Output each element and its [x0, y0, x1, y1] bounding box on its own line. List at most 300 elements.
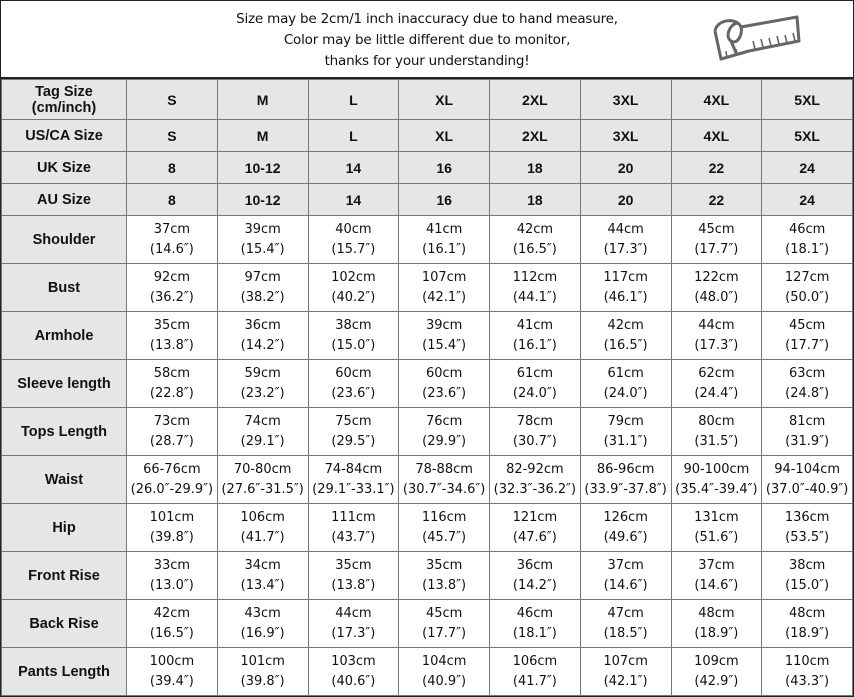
- inch-value: (30.7″): [512, 433, 557, 449]
- measurement-cell: [490, 600, 581, 648]
- cm-value: 44cm: [607, 221, 644, 237]
- notice-line: thanks for your understanding!: [324, 53, 530, 69]
- measurement-cell: [580, 600, 671, 648]
- measurement-cell: [217, 408, 308, 456]
- inch-value: (17.7″): [694, 241, 739, 257]
- inch-value: (16.1″): [512, 337, 557, 353]
- inch-value: (42.9″): [694, 673, 739, 689]
- cm-value: 80cm: [698, 413, 735, 429]
- measurement-cell: [580, 312, 671, 360]
- measurement-cell: [580, 216, 671, 264]
- measurement-cell: [127, 360, 218, 408]
- measurement-cell: [399, 408, 490, 456]
- measurement-cell: [127, 504, 218, 552]
- cm-value: 40cm: [335, 221, 372, 237]
- cm-value: 76cm: [425, 413, 463, 429]
- cm-value: 42cm: [516, 221, 554, 237]
- measurement-cell: [217, 360, 308, 408]
- inch-value: (16.5″): [149, 625, 194, 641]
- size-cell: 24: [762, 152, 853, 184]
- size-cell: S: [127, 120, 218, 152]
- measurement-cell: [217, 504, 308, 552]
- measurement-row: [2, 552, 853, 600]
- measurement-cell: [762, 504, 853, 552]
- row-label: Pants Length: [2, 648, 127, 696]
- cm-value: 45cm: [698, 221, 735, 237]
- inch-value: (26.0″-29.9″): [130, 481, 214, 497]
- inch-value: (14.2″): [240, 337, 285, 353]
- cm-value: 79cm: [607, 413, 644, 429]
- measurement-cell: [762, 360, 853, 408]
- measurement-cell: [490, 216, 581, 264]
- cm-value: 41cm: [516, 317, 554, 333]
- cm-value: 81cm: [788, 413, 826, 429]
- inch-value: (46.1″): [603, 289, 648, 305]
- inch-value: (16.9″): [240, 625, 285, 641]
- cm-value: 37cm: [698, 557, 735, 573]
- cm-value: 112cm: [512, 269, 558, 285]
- cm-value: 73cm: [153, 413, 191, 429]
- row-label: Shoulder: [2, 216, 127, 264]
- cm-value: 66-76cm: [143, 461, 201, 477]
- inch-value: (17.3″): [331, 625, 376, 641]
- row-label-line: (cm/inch): [31, 99, 97, 116]
- inch-value: (31.9″): [785, 433, 830, 449]
- inch-value: (39.8″): [149, 529, 194, 545]
- cm-value: 43cm: [244, 605, 281, 621]
- cm-value: 75cm: [335, 413, 372, 429]
- inch-value: (41.7″): [512, 673, 557, 689]
- measurement-cell: [399, 648, 490, 696]
- inch-value: (42.1″): [422, 289, 467, 305]
- cm-value: 35cm: [335, 557, 372, 573]
- measurement-cell: [671, 504, 762, 552]
- row-label: Bust: [2, 264, 127, 312]
- inch-value: (27.6″-31.5″): [221, 481, 304, 497]
- measurement-cell: [127, 408, 218, 456]
- inch-value: (43.3″): [785, 673, 830, 689]
- cm-value: 94-104cm: [774, 461, 841, 477]
- measurement-cell: [308, 456, 399, 504]
- measurement-cell: [127, 600, 218, 648]
- cm-value: 86-96cm: [596, 461, 655, 477]
- inch-value: (50.0″): [785, 289, 830, 305]
- cm-value: 61cm: [516, 365, 554, 381]
- inch-value: (39.8″): [240, 673, 285, 689]
- measurement-cell: [490, 312, 581, 360]
- cm-value: 35cm: [425, 557, 463, 573]
- measurement-cell: [217, 600, 308, 648]
- size-cell: 8: [127, 184, 218, 216]
- cm-value: 36cm: [244, 317, 281, 333]
- size-cell: XL: [399, 80, 490, 120]
- measurement-cell: [490, 504, 581, 552]
- inch-value: (37.0″-40.9″): [765, 481, 849, 497]
- measurement-cell: [399, 312, 490, 360]
- measurement-cell: [671, 408, 762, 456]
- cm-value: 39cm: [244, 221, 281, 237]
- cm-value: 44cm: [698, 317, 735, 333]
- inch-value: (18.5″): [603, 625, 648, 641]
- cm-value: 101cm: [240, 653, 285, 669]
- inch-value: (17.3″): [694, 337, 739, 353]
- cm-value: 106cm: [512, 653, 558, 669]
- notice-line: Size may be 2cm/1 inch inaccuracy due to hand measure,: [236, 11, 618, 27]
- inch-value: (16.5″): [512, 241, 557, 257]
- inch-value: (15.0″): [785, 577, 830, 593]
- cm-value: 58cm: [153, 365, 191, 381]
- cm-value: 74-84cm: [324, 461, 383, 477]
- inch-value: (24.0″): [603, 385, 648, 401]
- measurement-cell: [671, 648, 762, 696]
- cm-value: 78cm: [516, 413, 554, 429]
- row-label: Back Rise: [2, 600, 127, 648]
- cm-value: 37cm: [607, 557, 644, 573]
- cm-value: 122cm: [694, 269, 739, 285]
- inch-value: (16.1″): [422, 241, 467, 257]
- inch-value: (40.9″): [422, 673, 467, 689]
- measurement-cell: [490, 552, 581, 600]
- inch-value: (40.2″): [331, 289, 376, 305]
- measurement-cell: [580, 552, 671, 600]
- inch-value: (42.1″): [603, 673, 648, 689]
- cm-value: 60cm: [425, 365, 463, 381]
- cm-value: 63cm: [788, 365, 826, 381]
- measurement-row: [2, 600, 853, 648]
- measurement-cell: [127, 264, 218, 312]
- measurement-cell: [580, 360, 671, 408]
- inch-value: (48.0″): [694, 289, 739, 305]
- inch-value: (18.9″): [785, 625, 830, 641]
- cm-value: 59cm: [244, 365, 281, 381]
- cm-value: 90-100cm: [683, 461, 750, 477]
- inch-value: (29.5″): [331, 433, 376, 449]
- measurement-cell: [127, 312, 218, 360]
- size-cell: 20: [580, 184, 671, 216]
- cm-value: 111cm: [331, 509, 376, 525]
- row-label: [2, 152, 127, 184]
- cm-value: 92cm: [153, 269, 191, 285]
- size-row: [2, 120, 853, 152]
- cm-value: 110cm: [784, 653, 830, 669]
- measurement-cell: [217, 552, 308, 600]
- cm-value: 46cm: [788, 221, 826, 237]
- inch-value: (14.6″): [149, 241, 194, 257]
- measurement-row: [2, 216, 853, 264]
- inch-value: (29.1″-33.1″): [312, 481, 395, 497]
- measurement-cell: [762, 216, 853, 264]
- cm-value: 109cm: [694, 653, 739, 669]
- cm-value: 33cm: [153, 557, 191, 573]
- cm-value: 45cm: [425, 605, 463, 621]
- row-label: [2, 80, 127, 120]
- inch-value: (14.6″): [694, 577, 739, 593]
- inch-value: (18.9″): [694, 625, 739, 641]
- inch-value: (40.6″): [331, 673, 376, 689]
- row-label: [2, 120, 127, 152]
- measurement-cell: [217, 312, 308, 360]
- inch-value: (30.7″-34.6″): [402, 481, 486, 497]
- measurement-cell: [217, 216, 308, 264]
- cm-value: 34cm: [244, 557, 281, 573]
- measurement-cell: [308, 504, 399, 552]
- inch-value: (29.9″): [422, 433, 467, 449]
- size-cell: 18: [490, 184, 581, 216]
- cm-value: 48cm: [788, 605, 826, 621]
- inch-value: (15.4″): [240, 241, 285, 257]
- size-cell: 22: [671, 152, 762, 184]
- size-cell: 10-12: [217, 184, 308, 216]
- inch-value: (45.7″): [422, 529, 467, 545]
- size-cell: 5XL: [762, 120, 853, 152]
- measurement-cell: [490, 408, 581, 456]
- inch-value: (35.4″-39.4″): [675, 481, 758, 497]
- inch-value: (22.8″): [149, 385, 194, 401]
- measurement-cell: [762, 648, 853, 696]
- measurement-cell: [671, 216, 762, 264]
- cm-value: 136cm: [784, 509, 830, 525]
- inch-value: (33.9″-37.8″): [584, 481, 667, 497]
- cm-value: 61cm: [607, 365, 644, 381]
- cm-value: 70-80cm: [233, 461, 292, 477]
- size-cell: 14: [308, 184, 399, 216]
- measurement-cell: [308, 648, 399, 696]
- inch-value: (13.8″): [149, 337, 194, 353]
- inch-value: (17.7″): [422, 625, 467, 641]
- cm-value: 103cm: [331, 653, 376, 669]
- size-cell: 5XL: [762, 80, 853, 120]
- measurement-cell: [308, 264, 399, 312]
- measurement-cell: [762, 552, 853, 600]
- cm-value: 42cm: [607, 317, 644, 333]
- cm-value: 121cm: [512, 509, 558, 525]
- measurement-row: [2, 312, 853, 360]
- measurement-row: [2, 456, 853, 504]
- inch-value: (24.4″): [694, 385, 739, 401]
- inch-value: (28.7″): [149, 433, 194, 449]
- size-cell: 16: [399, 152, 490, 184]
- row-label-line: UK Size: [37, 159, 91, 176]
- cm-value: 127cm: [784, 269, 830, 285]
- inch-value: (51.6″): [694, 529, 739, 545]
- inch-value: (36.2″): [149, 289, 194, 305]
- measurement-cell: [671, 552, 762, 600]
- row-label: Front Rise: [2, 552, 127, 600]
- cm-value: 104cm: [421, 653, 467, 669]
- size-cell: 20: [580, 152, 671, 184]
- cm-value: 107cm: [421, 269, 467, 285]
- inch-value: (17.7″): [785, 337, 830, 353]
- cm-value: 82-92cm: [506, 461, 564, 477]
- size-cell: L: [308, 80, 399, 120]
- inch-value: (44.1″): [512, 289, 557, 305]
- cm-value: 74cm: [244, 413, 281, 429]
- measurement-cell: [580, 456, 671, 504]
- cm-value: 60cm: [335, 365, 372, 381]
- cm-value: 38cm: [788, 557, 826, 573]
- measurement-cell: [308, 312, 399, 360]
- measurement-cell: [399, 600, 490, 648]
- measurement-cell: [580, 504, 671, 552]
- size-cell: 2XL: [490, 120, 581, 152]
- measurement-cell: [580, 264, 671, 312]
- notice-line: Color may be little different due to monitor,: [283, 32, 571, 48]
- cm-value: 101cm: [149, 509, 195, 525]
- size-cell: 22: [671, 184, 762, 216]
- cm-value: 106cm: [240, 509, 285, 525]
- cm-value: 97cm: [244, 269, 281, 285]
- cm-value: 62cm: [698, 365, 735, 381]
- measurement-cell: [671, 312, 762, 360]
- measurement-cell: [127, 456, 218, 504]
- inch-value: (38.2″): [240, 289, 285, 305]
- cm-value: 46cm: [516, 605, 554, 621]
- inch-value: (15.0″): [331, 337, 376, 353]
- cm-value: 37cm: [153, 221, 191, 237]
- inch-value: (13.4″): [240, 577, 285, 593]
- inch-value: (23.6″): [331, 385, 376, 401]
- measurement-cell: [399, 456, 490, 504]
- measurement-cell: [217, 648, 308, 696]
- inch-value: (18.1″): [785, 241, 830, 257]
- measurement-cell: [308, 552, 399, 600]
- inch-value: (24.8″): [785, 385, 830, 401]
- size-cell: 4XL: [671, 80, 762, 120]
- row-label: Tops Length: [2, 408, 127, 456]
- size-row: [2, 80, 853, 120]
- measurement-cell: [308, 600, 399, 648]
- measurement-cell: [762, 312, 853, 360]
- inch-value: (39.4″): [149, 673, 194, 689]
- cm-value: 39cm: [425, 317, 463, 333]
- measurement-cell: [762, 408, 853, 456]
- inch-value: (53.5″): [785, 529, 830, 545]
- inch-value: (49.6″): [603, 529, 648, 545]
- measurement-cell: [399, 264, 490, 312]
- size-row: [2, 152, 853, 184]
- notice-banner: [1, 1, 853, 79]
- cm-value: 107cm: [603, 653, 648, 669]
- inch-value: (32.3″-36.2″): [493, 481, 577, 497]
- row-label-line: Tag Size: [35, 83, 93, 100]
- inch-value: (13.8″): [422, 577, 467, 593]
- size-cell: M: [217, 80, 308, 120]
- measurement-cell: [127, 552, 218, 600]
- inch-value: (23.6″): [422, 385, 467, 401]
- cm-value: 36cm: [516, 557, 554, 573]
- cm-value: 38cm: [335, 317, 372, 333]
- measurement-row: [2, 264, 853, 312]
- size-cell: 8: [127, 152, 218, 184]
- size-cell: 4XL: [671, 120, 762, 152]
- measurement-cell: [308, 216, 399, 264]
- measurement-cell: [217, 456, 308, 504]
- inch-value: (31.1″): [603, 433, 648, 449]
- measurement-cell: [127, 216, 218, 264]
- inch-value: (15.4″): [422, 337, 467, 353]
- size-cell: XL: [399, 120, 490, 152]
- measurement-row: [2, 504, 853, 552]
- inch-value: (13.8″): [331, 577, 376, 593]
- measurement-cell: [399, 360, 490, 408]
- size-cell: 24: [762, 184, 853, 216]
- size-cell: 2XL: [490, 80, 581, 120]
- cm-value: 117cm: [603, 269, 648, 285]
- inch-value: (14.6″): [603, 577, 648, 593]
- row-label: [2, 184, 127, 216]
- measurement-cell: [671, 456, 762, 504]
- size-cell: 14: [308, 152, 399, 184]
- size-cell: 16: [399, 184, 490, 216]
- row-label-line: US/CA Size: [25, 127, 103, 144]
- measurement-cell: [580, 408, 671, 456]
- inch-value: (17.3″): [603, 241, 648, 257]
- cm-value: 116cm: [421, 509, 467, 525]
- measurement-cell: [399, 504, 490, 552]
- cm-value: 126cm: [603, 509, 648, 525]
- cm-value: 35cm: [153, 317, 191, 333]
- inch-value: (24.0″): [512, 385, 557, 401]
- measurement-cell: [399, 216, 490, 264]
- size-cell: 3XL: [580, 120, 671, 152]
- cm-value: 102cm: [331, 269, 376, 285]
- inch-value: (18.1″): [512, 625, 557, 641]
- inch-value: (16.5″): [603, 337, 648, 353]
- row-label: Waist: [2, 456, 127, 504]
- measurement-cell: [399, 552, 490, 600]
- cm-value: 42cm: [153, 605, 191, 621]
- size-cell: 3XL: [580, 80, 671, 120]
- size-cell: L: [308, 120, 399, 152]
- cm-value: 78-88cm: [415, 461, 473, 477]
- inch-value: (23.2″): [240, 385, 285, 401]
- measurement-cell: [127, 648, 218, 696]
- cm-value: 131cm: [694, 509, 739, 525]
- measuring-tape-icon: [707, 11, 803, 71]
- measurement-cell: [762, 264, 853, 312]
- measurement-row: [2, 360, 853, 408]
- inch-value: (31.5″): [694, 433, 739, 449]
- row-label: Sleeve length: [2, 360, 127, 408]
- cm-value: 45cm: [788, 317, 826, 333]
- size-cell: M: [217, 120, 308, 152]
- size-cell: S: [127, 80, 218, 120]
- inch-value: (43.7″): [331, 529, 376, 545]
- measurement-cell: [308, 408, 399, 456]
- measurement-cell: [490, 456, 581, 504]
- size-cell: 18: [490, 152, 581, 184]
- inch-value: (29.1″): [240, 433, 285, 449]
- measurement-cell: [671, 264, 762, 312]
- measurement-cell: [671, 360, 762, 408]
- size-row: [2, 184, 853, 216]
- inch-value: (13.0″): [149, 577, 194, 593]
- measurement-row: [2, 408, 853, 456]
- cm-value: 47cm: [607, 605, 644, 621]
- inch-value: (15.7″): [331, 241, 376, 257]
- inch-value: (47.6″): [512, 529, 557, 545]
- measurement-cell: [490, 360, 581, 408]
- row-label-line: AU Size: [37, 191, 91, 208]
- row-label: Hip: [2, 504, 127, 552]
- measurement-cell: [671, 600, 762, 648]
- size-table: [1, 79, 853, 696]
- measurement-cell: [308, 360, 399, 408]
- cm-value: 100cm: [149, 653, 195, 669]
- cm-value: 44cm: [335, 605, 372, 621]
- row-label: Armhole: [2, 312, 127, 360]
- inch-value: (14.2″): [512, 577, 557, 593]
